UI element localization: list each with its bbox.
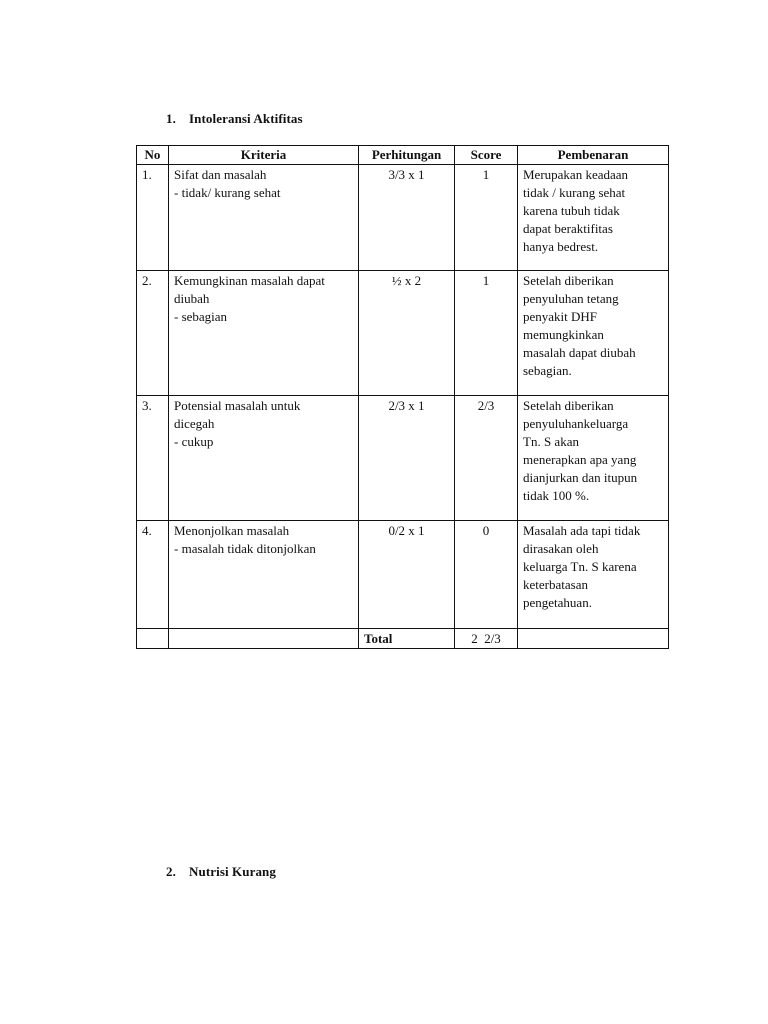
- cell-no: 3.: [137, 396, 169, 521]
- kriteria-line: - tidak/ kurang sehat: [174, 185, 281, 200]
- section-2-title: Nutrisi Kurang: [189, 864, 276, 879]
- pembenaran-line: penyuluhan tetang: [523, 291, 619, 306]
- header-pembenaran: Pembenaran: [518, 146, 669, 165]
- pembenaran-line: Merupakan keadaan: [523, 167, 629, 182]
- total-value: 2 2/3: [455, 629, 518, 649]
- pembenaran-line: hanya bedrest.: [523, 239, 599, 254]
- pembenaran-line: Setelah diberikan: [523, 273, 614, 288]
- pembenaran-line: karena tubuh tidak: [523, 203, 620, 218]
- kriteria-line: - sebagian: [174, 309, 228, 324]
- cell-score: 1: [455, 165, 518, 271]
- cell-score: 0: [455, 521, 518, 629]
- table-row: [137, 521, 669, 629]
- cell-perhitungan: 2/3 x 1: [359, 396, 455, 521]
- kriteria-line: diubah: [174, 291, 210, 306]
- table-row: [137, 271, 669, 396]
- cell-perhitungan: ½ x 2: [359, 271, 455, 396]
- cell-kriteria: [169, 396, 359, 521]
- scoring-table: [136, 145, 669, 649]
- table-header-row: [137, 146, 669, 165]
- cell-kriteria: [169, 271, 359, 396]
- table-row: [137, 396, 669, 521]
- header-kriteria: Kriteria: [169, 146, 359, 165]
- section-2-number: 2.: [166, 864, 176, 879]
- total-empty-cell: [137, 629, 169, 649]
- kriteria-line: - cukup: [174, 434, 214, 449]
- cell-pembenaran: [518, 396, 669, 521]
- header-score: Score: [455, 146, 518, 165]
- kriteria-line: Sifat dan masalah: [174, 167, 267, 182]
- cell-perhitungan: 3/3 x 1: [359, 165, 455, 271]
- pembenaran-line: keluarga Tn. S karena: [523, 559, 637, 574]
- total-empty-cell: [169, 629, 359, 649]
- kriteria-line: Kemungkinan masalah dapat: [174, 273, 325, 288]
- section-1-title: Intoleransi Aktifitas: [189, 111, 303, 126]
- cell-pembenaran: [518, 521, 669, 629]
- section-1-heading: [166, 111, 303, 127]
- total-empty-cell: [518, 629, 669, 649]
- total-label: Total: [359, 629, 455, 649]
- pembenaran-line: masalah dapat diubah: [523, 345, 636, 360]
- pembenaran-line: dapat beraktifitas: [523, 221, 613, 236]
- pembenaran-line: dirasakan oleh: [523, 541, 599, 556]
- section-2-heading: [166, 864, 276, 880]
- total-row: [137, 629, 669, 649]
- pembenaran-line: tidak / kurang sehat: [523, 185, 626, 200]
- pembenaran-line: menerapkan apa yang: [523, 452, 637, 467]
- cell-pembenaran: [518, 165, 669, 271]
- pembenaran-line: penyakit DHF: [523, 309, 598, 324]
- cell-pembenaran: [518, 271, 669, 396]
- pembenaran-line: Tn. S akan: [523, 434, 579, 449]
- pembenaran-line: Setelah diberikan: [523, 398, 614, 413]
- cell-score: 2/3: [455, 396, 518, 521]
- cell-perhitungan: 0/2 x 1: [359, 521, 455, 629]
- pembenaran-line: dianjurkan dan itupun: [523, 470, 638, 485]
- kriteria-line: - masalah tidak ditonjolkan: [174, 541, 316, 556]
- cell-kriteria: [169, 521, 359, 629]
- pembenaran-line: penyuluhankeluarga: [523, 416, 629, 431]
- pembenaran-line: memungkinkan: [523, 327, 604, 342]
- table-row: [137, 165, 669, 271]
- pembenaran-line: keterbatasan: [523, 577, 588, 592]
- cell-score: 1: [455, 271, 518, 396]
- pembenaran-line: sebagian.: [523, 363, 572, 378]
- pembenaran-line: tidak 100 %.: [523, 488, 590, 503]
- cell-no: 2.: [137, 271, 169, 396]
- section-1-number: 1.: [166, 111, 176, 126]
- kriteria-line: dicegah: [174, 416, 215, 431]
- header-no: No: [137, 146, 169, 165]
- header-perhitungan: Perhitungan: [359, 146, 455, 165]
- cell-kriteria: [169, 165, 359, 271]
- kriteria-line: Menonjolkan masalah: [174, 523, 290, 538]
- kriteria-line: Potensial masalah untuk: [174, 398, 301, 413]
- cell-no: 4.: [137, 521, 169, 629]
- pembenaran-line: pengetahuan.: [523, 595, 592, 610]
- cell-no: 1.: [137, 165, 169, 271]
- pembenaran-line: Masalah ada tapi tidak: [523, 523, 641, 538]
